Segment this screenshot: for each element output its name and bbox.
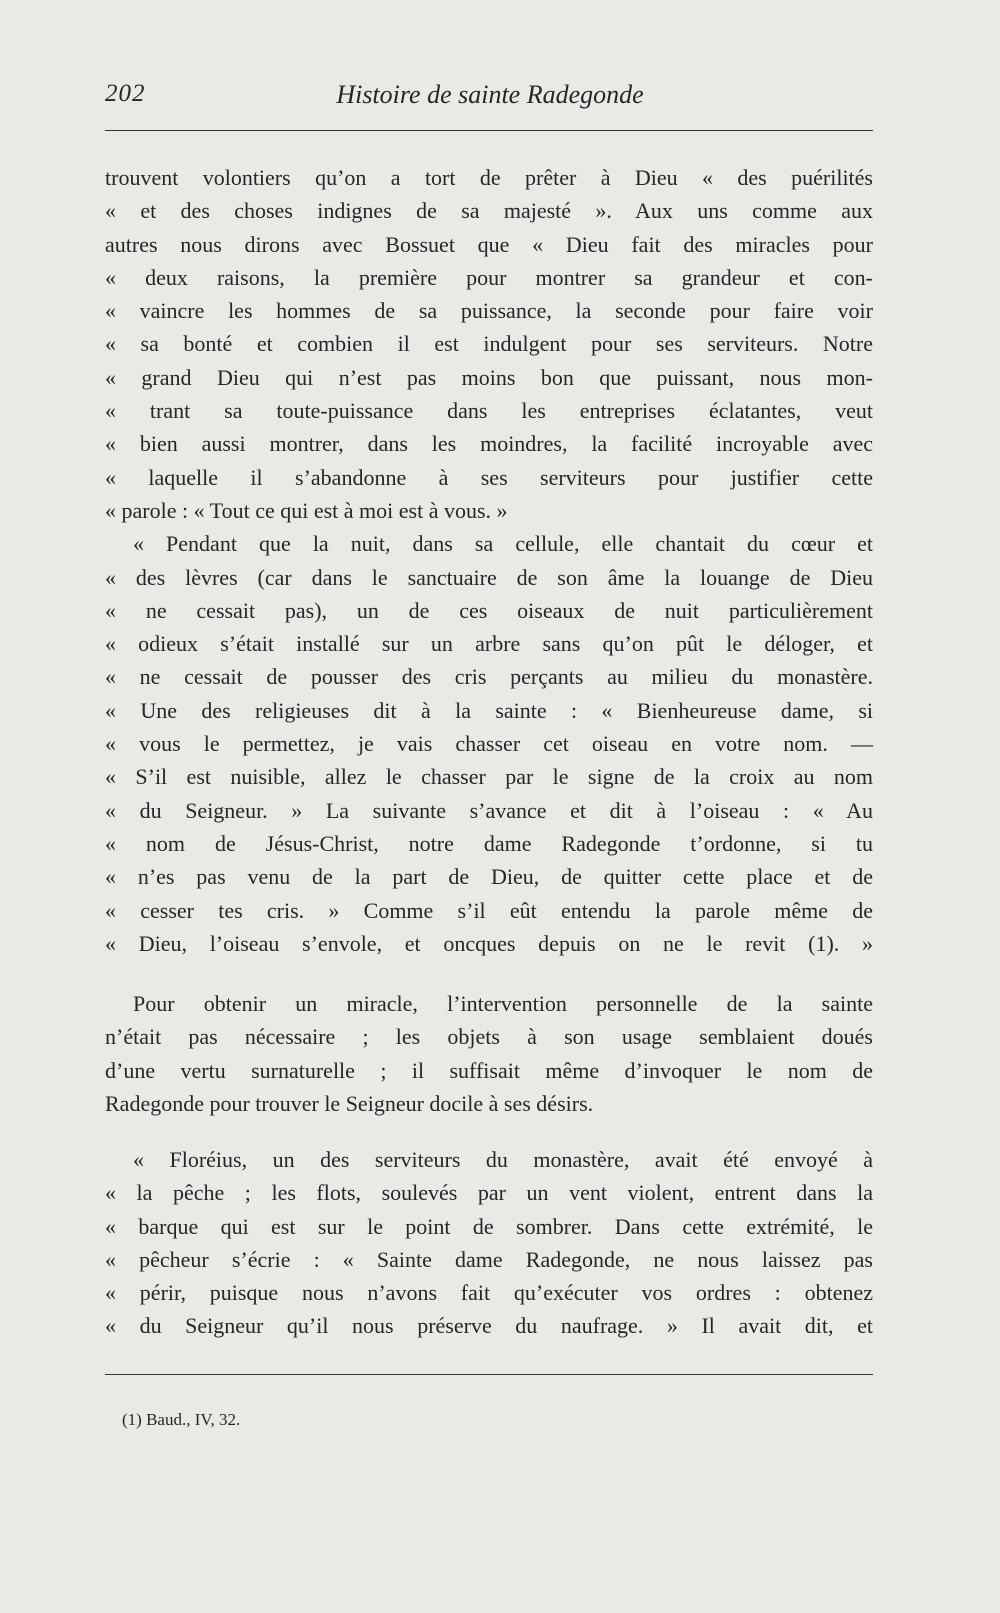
footnote: (1) Baud., IV, 32. [122,1410,241,1429]
text-line: « trant sa toute-puissance dans les entreprises éclatantes, veut [105,398,873,424]
text-line: « la pêche ; les flots, soulevés par un vent violent, entrent dans la [105,1180,873,1206]
running-title: Histoire de sainte Radegonde [336,80,644,109]
text-line: « bien aussi montrer, dans les moindres, la facilité incroyable avec [105,431,873,457]
text-line: Radegonde pour trouver le Seigneur docile à ses désirs. [105,1090,594,1116]
header-rule [105,130,873,131]
text-line: n’était pas nécessaire ; les objets à son usage semblaient doués [105,1024,873,1050]
text-line: « du Seigneur. » La suivante s’avance et dit à l’oiseau : « Au [105,797,873,823]
text-line: « ne cessait pas), un de ces oiseaux de nuit particulièrement [105,597,873,623]
text-line: « vaincre les hommes de sa puissance, la seconde pour faire voir [105,298,873,324]
text-line: « deux raisons, la première pour montrer sa grandeur et con- [105,264,873,290]
page-number: 202 [105,80,146,107]
text-line: d’une vertu surnaturelle ; il suffisait même d’invoquer le nom de [105,1057,873,1083]
text-line: autres nous dirons avec Bossuet que « Dieu fait des miracles pour [105,231,873,257]
text-line: « barque qui est sur le point de sombrer. Dans cette extrémité, le [105,1213,873,1239]
text-line: « cesser tes cris. » Comme s’il eût entendu la parole même de [105,897,873,923]
text-line: « périr, puisque nous n’avons fait qu’exécuter vos ordres : obtenez [105,1280,873,1306]
text-line: « Dieu, l’oiseau s’envole, et oncques depuis on ne le revit (1). » [105,930,873,956]
text-line: « n’es pas venu de la part de Dieu, de quitter cette place et de [105,864,873,890]
footnote-rule [105,1374,873,1375]
text-line: « parole : « Tout ce qui est à moi est à vous. » [105,497,508,523]
text-line: « laquelle il s’abandonne à ses serviteurs pour justifier cette [105,464,873,490]
text-line: « pêcheur s’écrie : « Sainte dame Radegonde, ne nous laissez pas [105,1246,873,1272]
text-block-3 [105,1143,873,1343]
text-line: « nom de Jésus-Christ, notre dame Radegonde t’ordonne, si tu [105,830,873,856]
text-line: « Pendant que la nuit, dans sa cellule, elle chantait du cœur et [133,531,873,557]
text-line: « du Seigneur qu’il nous préserve du naufrage. » Il avait dit, et [105,1313,873,1339]
text-block-1 [105,161,873,960]
text-line: « odieux s’était installé sur un arbre sans qu’on pût le déloger, et [105,631,873,657]
text-line: « des lèvres (car dans le sanctuaire de son âme la louange de Dieu [105,564,873,590]
text-line: « Floréius, un des serviteurs du monastère, avait été envoyé à [133,1147,873,1172]
running-head [105,80,875,120]
text-line: « Une des religieuses dit à la sainte : « Bienheureuse dame, si [105,697,873,723]
text-line: « S’il est nuisible, allez le chasser par le signe de la croix au nom [105,764,873,790]
text-line: « ne cessait de pousser des cris perçants au milieu du monastère. [105,664,873,690]
text-line: « vous le permettez, je vais chasser cet oiseau en votre nom. — [105,731,873,757]
text-line: Pour obtenir un miracle, l’intervention personnelle de la sainte [133,991,873,1016]
text-line: « grand Dieu qui n’est pas moins bon que puissant, nous mon- [105,364,873,390]
text-line: « et des choses indignes de sa majesté ». Aux uns comme aux [105,198,873,224]
text-line: trouvent volontiers qu’on a tort de prêter à Dieu « des puérilités [105,165,873,190]
text-line: « sa bonté et combien il est indulgent pour ses serviteurs. Notre [105,331,873,357]
text-block-2 [105,987,873,1120]
